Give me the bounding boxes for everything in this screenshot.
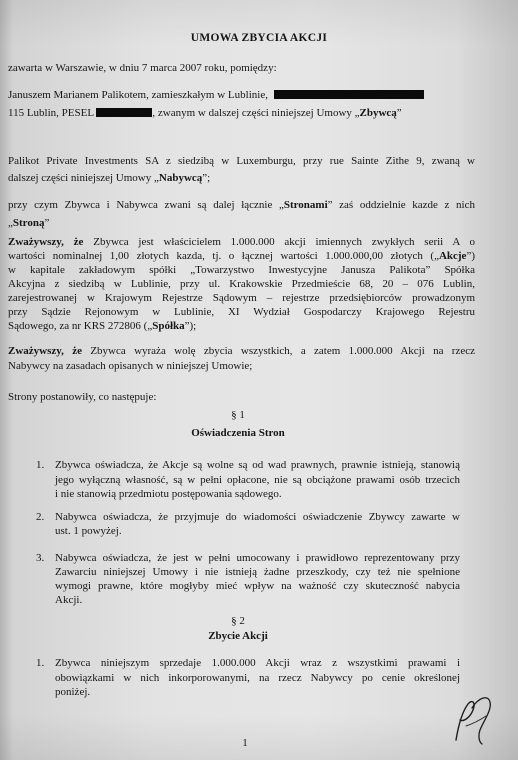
list-item-line: Nabywca oświadcza, że przyjmuje do wiadomości oświadczenie Zbywcy zawarte w: [55, 511, 460, 523]
list-item-number: 2.: [36, 511, 45, 523]
whereas-text: Nabywcy na zasadach opisanych w niniejszej Umowie;: [8, 360, 253, 372]
buyer-definition-text: dalszej części niniejszej Umowy „: [8, 172, 159, 184]
whereas-text: zarejestrowanej w Krajowym Rejestrze Sądowym – rejestrze przedsiębiorców prowadzonym: [8, 292, 475, 304]
whereas-line: [8, 319, 475, 333]
list-item-line: Zbywca oświadcza, że Akcje są wolne są od wad prawnych, prawnie istnieją, stanowią: [55, 459, 460, 471]
whereas-line: [8, 305, 475, 319]
whereas-line: [8, 291, 475, 305]
list-item: [36, 551, 460, 607]
parties-paragraph: [8, 196, 475, 232]
redaction-bar: [96, 108, 152, 117]
redaction-bar: [274, 90, 424, 99]
closing-quote: ”: [396, 107, 402, 119]
whereas-line: [8, 277, 475, 291]
list-item-text: [55, 510, 460, 538]
intro-text: zawarta w Warszawie, w dniu 7 marca 2007 roku, pomiędzy:: [8, 62, 277, 74]
shares-term: Akcje: [438, 250, 467, 262]
list-item-text: [55, 551, 460, 607]
list-item: [36, 458, 460, 502]
opening-quote: „: [8, 217, 13, 229]
list-item-line: Nabywca oświadcza, że jest w pełni umocowany i prawidłowo reprezentowany przy: [55, 552, 460, 564]
whereas-text: Akcyjna z siedzibą w Lublinie, przy ul. Krakowskie Przedmieście 68, 20 – 076 Lublin,: [8, 278, 475, 290]
list-item-number: 3.: [36, 552, 45, 564]
list-item: [36, 656, 460, 700]
whereas-paragraph-1: [8, 235, 475, 333]
list-item-line: poniżej.: [55, 686, 91, 698]
closing-quote: ”: [44, 217, 50, 229]
list-item-line: i nie stanowią przedmiotu postępowania sądowego.: [55, 488, 282, 500]
list-item: [36, 510, 460, 538]
whereas-text: ”);: [184, 320, 197, 332]
whereas-paragraph-2: [8, 344, 475, 374]
whereas-line: [8, 249, 475, 263]
list-item-number: 1.: [36, 657, 45, 669]
closing-quote: ”;: [202, 172, 211, 184]
whereas-text: wartości nominalnej 1,00 złotych kazda, tj. o łącznej wartości 1.000.000,00 złotych („: [8, 250, 439, 262]
parties-line: [8, 196, 475, 214]
company-term: Spółka: [152, 320, 185, 332]
intro-paragraph: [8, 61, 475, 75]
seller-name-text: Januszem Marianem Palikotem, zamieszkałym w Lublinie,: [8, 89, 268, 101]
resolution-text: Strony postanowiły, co następuje:: [8, 391, 157, 403]
list-item-line: jego wyłączną własność, są w pełni opłacone, nie są obciążone prawami osób trzecich: [55, 473, 460, 486]
seller-line: [8, 104, 475, 122]
resolution-paragraph: [8, 390, 475, 404]
parties-line: [8, 214, 475, 232]
seller-address-text: 115 Lublin, PESEL: [8, 107, 97, 119]
list-item-line: obowiązkami w nich inkorporowanymi, na rzecz Nabywcy po cenie określonej: [55, 671, 460, 684]
buyer-line: [8, 170, 475, 187]
whereas-line: [8, 263, 475, 277]
intro-line: [8, 61, 475, 75]
list-item-line: Zbywca niniejszym sprzedaje 1.000.000 Akcji wraz z wszystkimi prawami i: [55, 657, 460, 669]
party-term: Stroną: [12, 217, 45, 229]
list-item-number: 1.: [36, 459, 45, 471]
whereas-text: Zbywca wyraża wolę zbycia wszystkich, a zatem 1.000.000 Akcji na rzecz: [82, 345, 475, 357]
whereas-keyword: Zważywszy, że: [8, 345, 82, 357]
buyer-paragraph: [8, 153, 475, 187]
seller-definition-text: , zwanym w dalszej części niniejszej Umowy „: [152, 107, 360, 119]
seller-paragraph: [8, 86, 475, 122]
seller-role-term: Zbywcą: [359, 107, 397, 119]
buyer-line: [8, 153, 475, 170]
page-number: 1: [242, 737, 248, 749]
whereas-line: [8, 359, 475, 374]
whereas-text: przy Sądzie Rejonowym w Lublinie, XI Wydział Gospodarczy Krajowego Rejestru: [8, 306, 475, 318]
whereas-text: w kapitale zakładowym spółki „Towarzystwo Inwestycyjne Janusza Palikota” Spółka: [8, 264, 475, 276]
parties-text: przy czym Zbywca i Nabywca zwani są dalej łącznie „: [8, 199, 284, 211]
resolution-line: [8, 390, 475, 404]
whereas-text: Zbywca jest właścicielem 1.000.000 akcji imiennych zwykłych serii A o: [83, 236, 475, 248]
whereas-line: [8, 235, 475, 249]
section-heading: Zbycie Akcji: [208, 630, 268, 642]
whereas-text: Sądowego, za nr KRS 272806 („: [8, 320, 153, 332]
parties-text: ” zaś oddzielnie kazde z nich: [327, 199, 475, 211]
list-item-line: wymogi prawne, które mogłyby mieć wpływ na ważność czy skuteczność nabycia: [55, 580, 460, 592]
seller-line: [8, 86, 475, 104]
buyer-role-term: Nabywcą: [158, 172, 203, 184]
list-item-line: ust. 1 powyżej.: [55, 525, 122, 537]
list-item-text: [55, 656, 460, 700]
whereas-line: [8, 344, 475, 359]
document-title: UMOWA ZBYCIA AKCJI: [190, 32, 328, 44]
whereas-keyword: Zważywszy, że: [8, 236, 84, 248]
section-number: § 2: [231, 615, 245, 627]
parties-term: Stronami: [283, 199, 328, 211]
list-item-line: Akcji.: [55, 594, 83, 606]
list-item-line: Zawarciu niniejszej Umowy i nie istnieją żadne przeszkody, czy też nie spełnione: [55, 566, 460, 578]
buyer-text: Palikot Private Investments SA z siedzibą w Luxemburgu, przy rue Sainte Zithe 9, zwaną w: [8, 155, 475, 167]
whereas-text: ”): [466, 250, 475, 262]
section-number: § 1: [231, 409, 245, 421]
list-item-text: [55, 458, 460, 502]
section-heading: Oświadczenia Stron: [191, 427, 285, 439]
